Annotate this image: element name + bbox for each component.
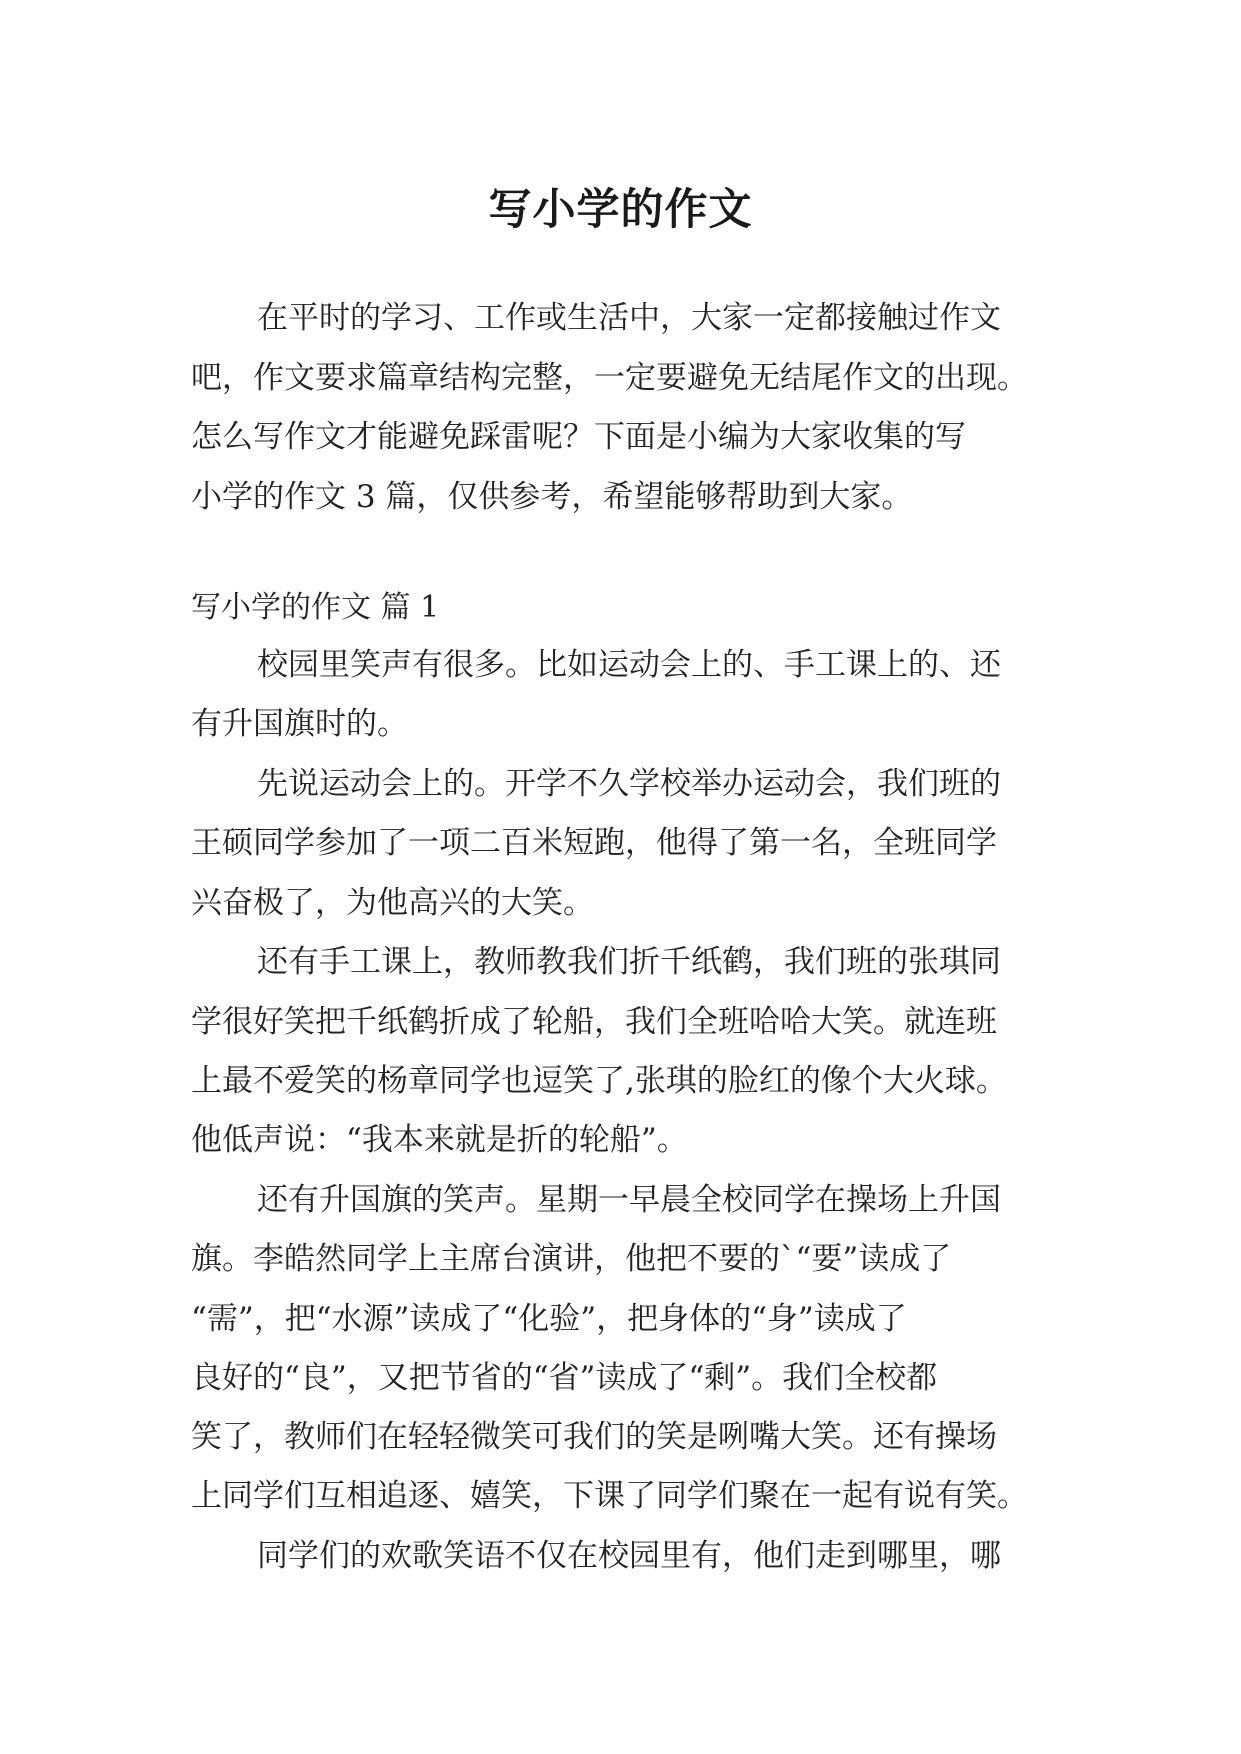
body-line: 良好的“良”，又把节省的“省”读成了“剩”。我们全校都 xyxy=(191,1360,938,1396)
intro-line: 吧，作文要求篇章结构完整，一定要避免无结尾作文的出现。 xyxy=(191,360,1028,396)
body-line: “需”，把“水源”读成了“化验”，把身体的“身”读成了 xyxy=(191,1301,907,1337)
body-line: 笑了，教师们在轻轻微笑可我们的笑是咧嘴大笑。还有操场 xyxy=(191,1419,997,1455)
body-line: 旗。李皓然同学上主席台演讲，他把不要的`“要”读成了 xyxy=(191,1241,952,1277)
body-line: 校园里笑声有很多。比如运动会上的、手工课上的、还 xyxy=(257,647,1001,683)
body-line: 还有手工课上，教师教我们折千纸鹤，我们班的张琪同 xyxy=(257,944,1001,980)
body-line: 他低声说：“我本来就是折的轮船”。 xyxy=(191,1122,688,1158)
body-line: 有升国旗时的。 xyxy=(191,706,408,742)
body-line: 学很好笑把千纸鹤折成了轮船，我们全班哈哈大笑。就连班 xyxy=(191,1004,997,1040)
document-title: 写小学的作文 xyxy=(488,184,753,235)
body-line: 同学们的欢歌笑语不仅在校园里有，他们走到哪里，哪 xyxy=(257,1538,1001,1574)
body-line: 上最不爱笑的杨章同学也逗笑了,张琪的脸红的像个大火球。 xyxy=(191,1063,1007,1099)
body-line: 还有升国旗的笑声。星期一早晨全校同学在操场上升国 xyxy=(257,1182,1001,1218)
body-line: 先说运动会上的。开学不久学校举办运动会，我们班的 xyxy=(257,766,1001,802)
intro-line: 怎么写作文才能避免踩雷呢？下面是小编为大家收集的写 xyxy=(191,419,966,455)
section-heading: 写小学的作文 篇 1 xyxy=(191,590,440,625)
body-line: 上同学们互相追逐、嬉笑，下课了同学们聚在一起有说有笑。 xyxy=(191,1478,1028,1514)
intro-line: 小学的作文 3 篇，仅供参考，希望能够帮助到大家。 xyxy=(191,479,913,515)
body-line: 兴奋极了，为他高兴的大笑。 xyxy=(191,885,594,921)
body-line: 王硕同学参加了一项二百米短跑，他得了第一名，全班同学 xyxy=(191,825,997,861)
intro-line: 在平时的学习、工作或生活中，大家一定都接触过作文 xyxy=(257,300,1001,336)
